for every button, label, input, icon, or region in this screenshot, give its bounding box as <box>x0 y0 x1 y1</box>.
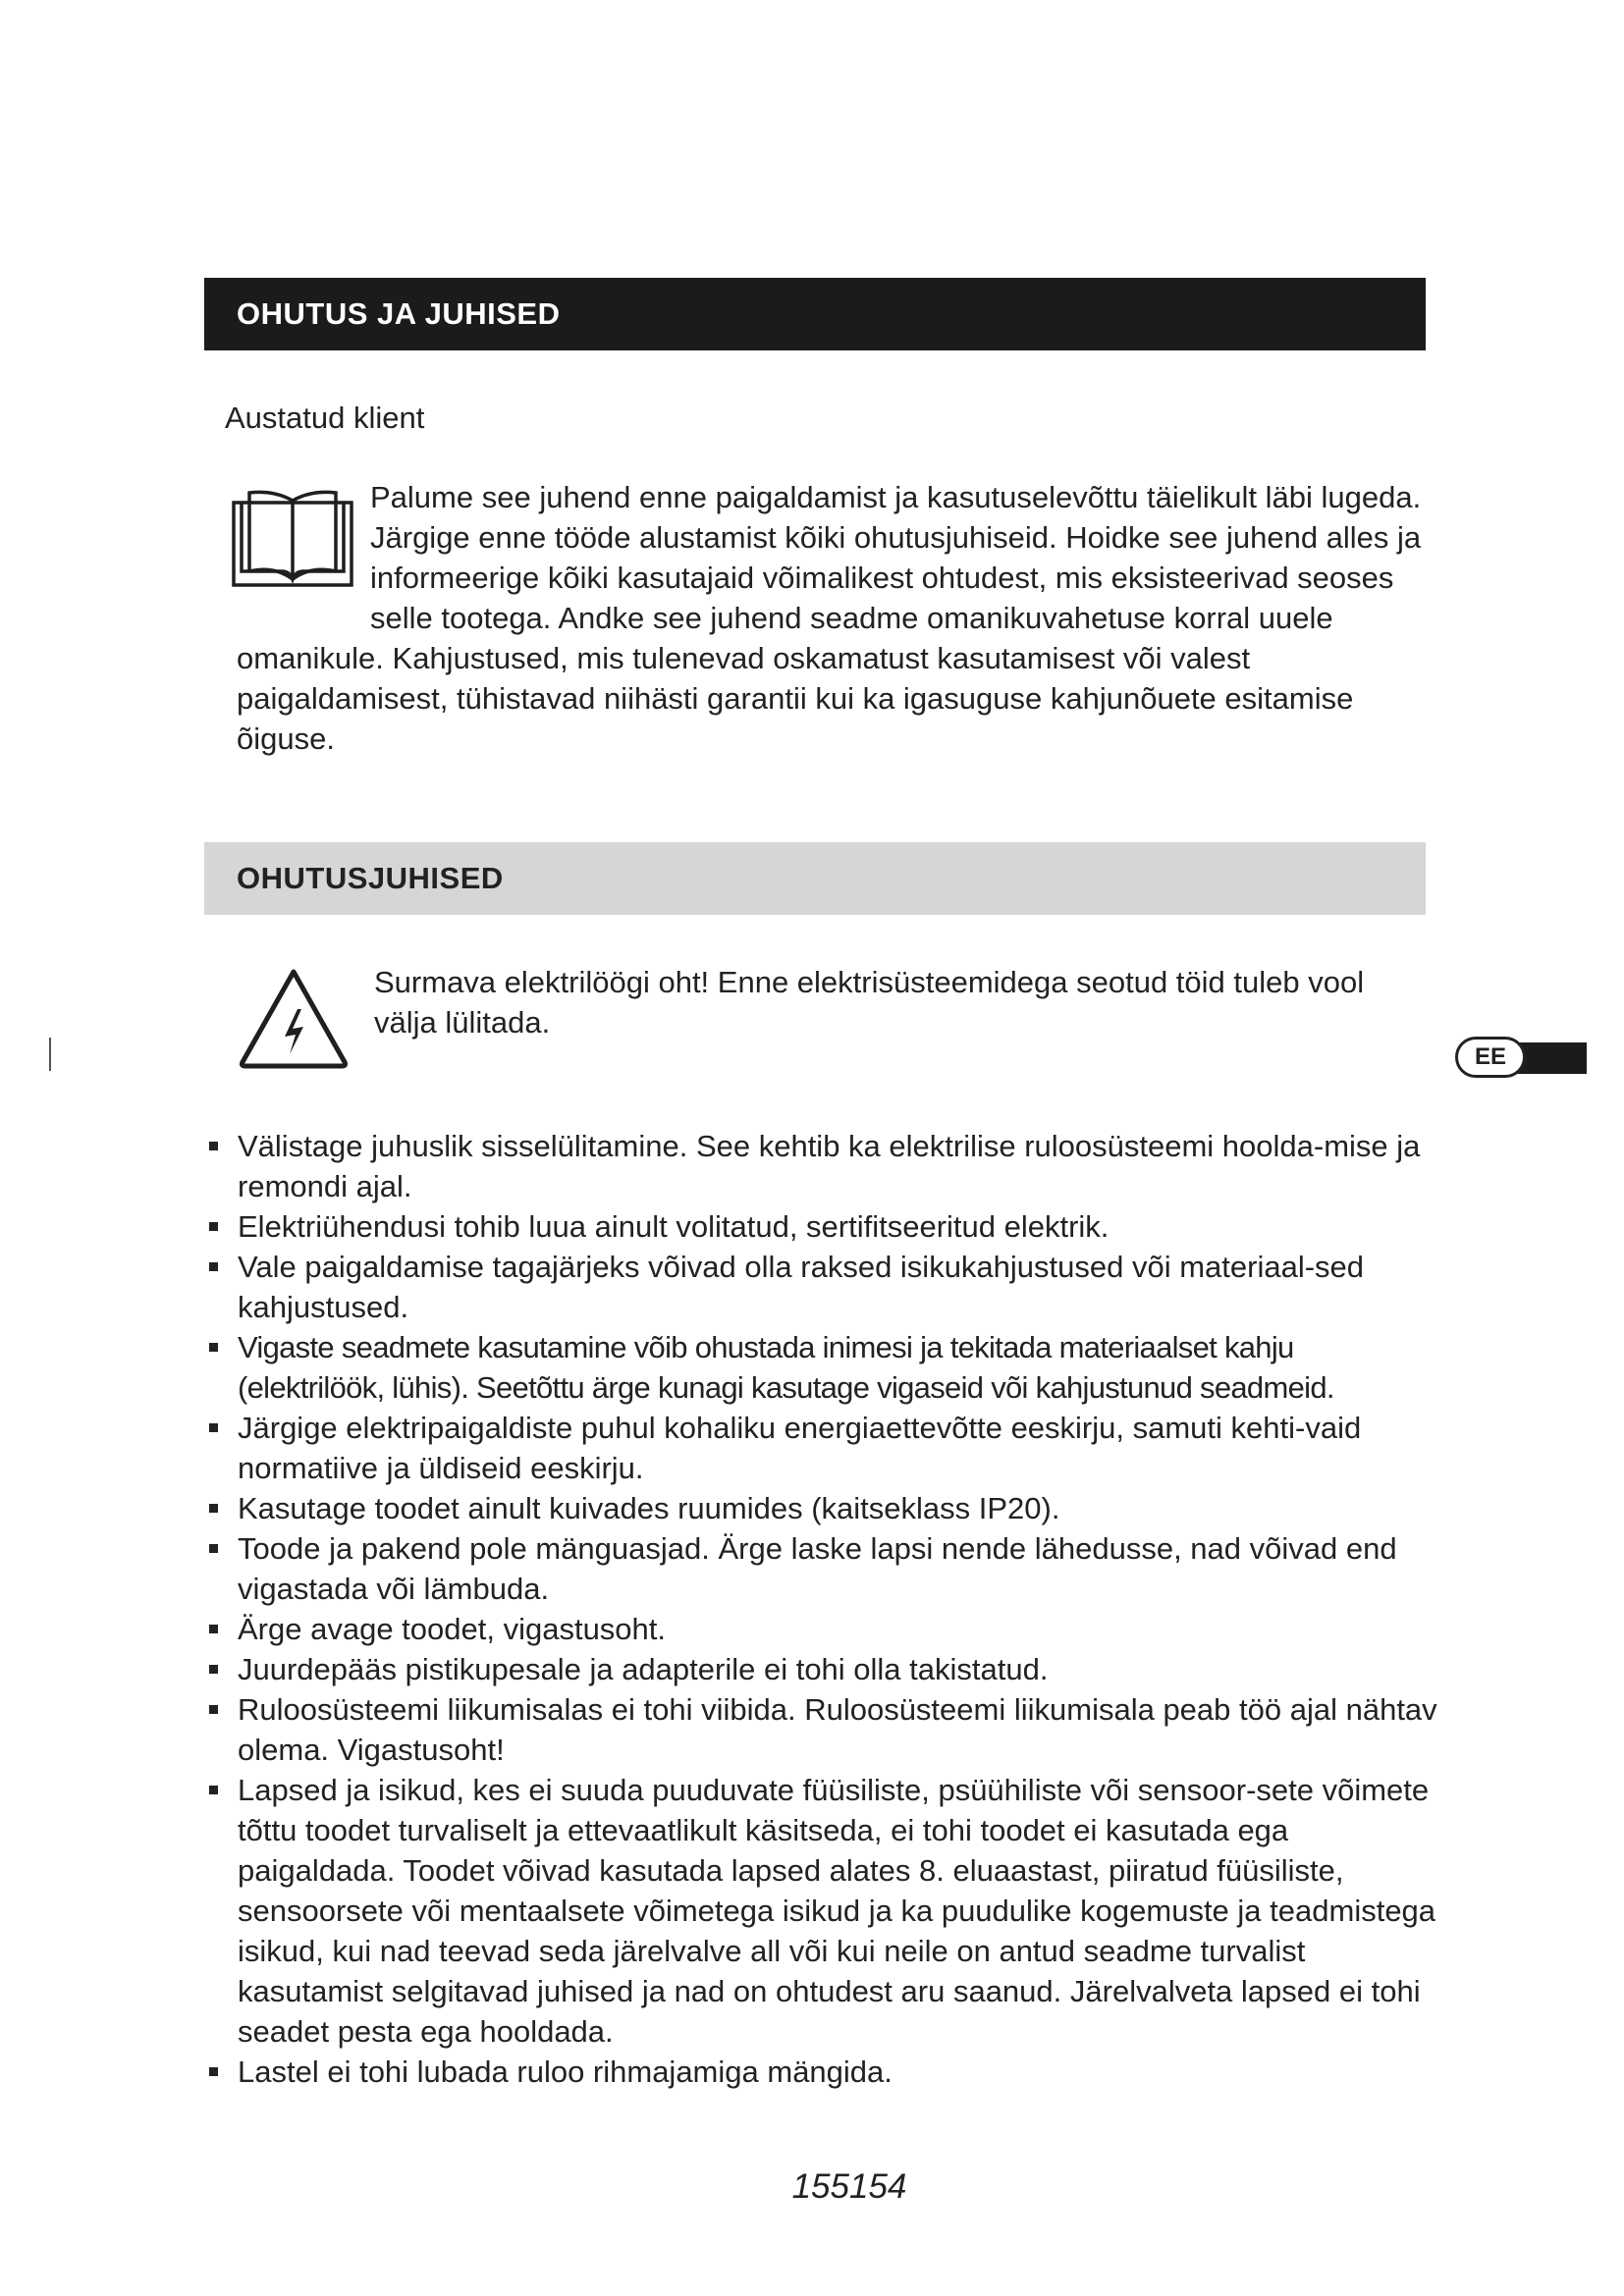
intro-paragraph <box>237 477 1430 759</box>
list-item: Toode ja pakend pole mänguasjad. Ärge laske lapsi nende lähedusse, nad võivad end vigastada või lämbuda. <box>206 1528 1443 1609</box>
language-code: EE <box>1455 1037 1526 1078</box>
list-item: Järgige elektripaigaldiste puhul kohaliku energiaettevõtte eeskirju, samuti kehti-vaid normatiive ja üldiseid eeskirju. <box>206 1408 1443 1488</box>
list-item: Vale paigaldamise tagajärjeks võivad olla raksed isikukahjustused või materiaal-sed kahjustused. <box>206 1247 1443 1327</box>
list-item: Elektriühendusi tohib luua ainult volitatud, sertifitseeritud elektrik. <box>206 1206 1443 1247</box>
list-item: Vigaste seadmete kasutamine võib ohustada inimesi ja tekitada materiaalset kahju (elektrilöök, lühis). Seetõttu ärge kunagi kasutage vigaseid või kahjustunud seadmeid. <box>206 1327 1443 1408</box>
intro-text: Palume see juhend enne paigaldamist ja kasutuselevõttu täielikult läbi lugeda. Järgige enne tööde alustamist kõiki ohutusjuhiseid. Hoidke see juhend alles ja informeerige kõiki kasutajaid võimalikest ohtudest, mis eksisteerivad seoses selle tootega. Andke see juhend seadme omanikuvahetuse korral uuele omanikule. Kahjustused, mis tulenevad oskamatust kasutamisest või valest paigaldamisest, tühistavad niihästi garantii kui ka igasuguse kahjunõuete esitamise õiguse. <box>237 480 1422 756</box>
section-header-safety-instructions <box>204 278 1426 350</box>
electric-warning <box>237 962 1430 1070</box>
section-title: OHUTUSJUHISED <box>237 861 504 895</box>
list-item: Kasutage toodet ainult kuivades ruumides (kaitseklass IP20). <box>206 1488 1443 1528</box>
list-item: Ruloosüsteemi liikumisalas ei tohi viibida. Ruloosüsteemi liikumisala peab töö ajal nähtav olema. Vigastusoht! <box>206 1689 1443 1770</box>
greeting: Austatud klient <box>225 400 425 435</box>
page-number: 155154 <box>791 2167 907 2206</box>
language-badge <box>1455 1037 1587 1080</box>
list-item: Välistage juhuslik sisselülitamine. See kehtib ka elektrilise ruloosüsteemi hoolda-mise ja remondi ajal. <box>206 1126 1443 1206</box>
section-header-safety-notes <box>204 842 1426 915</box>
list-item: Lapsed ja isikud, kes ei suuda puuduvate füüsiliste, psüühiliste või sensoor-sete võimete tõttu toodet turvaliselt ja ettevaatlikult käsitseda, ei tohi toodet ei kasutada ega paigaldada. Toodet võivad kasutada lapsed alates 8. eluaastast, piiratud füüsiliste, sensoorsete või mentaalsete võimetega isikud ja ka puudulike kogemuste ja teadmistega isikud, kui nad teevad seda järelvalve all või kui neile on antud seadme turvalist kasutamist selgitavad juhised ja nad on ohtudest aru saanud. Järelvalveta lapsed ei tohi seadet pesta ega hooldada. <box>206 1770 1443 2052</box>
margin-mark <box>49 1038 51 1071</box>
safety-list <box>206 1126 1443 2092</box>
list-item: Ärge avage toodet, vigastusoht. <box>206 1609 1443 1649</box>
list-item: Juurdepääs pistikupesale ja adapterile ei tohi olla takistatud. <box>206 1649 1443 1689</box>
warning-text: Surmava elektrilöögi oht! Enne elektrisüsteemidega seotud töid tuleb vool välja lülitada. <box>374 965 1365 1040</box>
book-icon <box>231 487 354 593</box>
section-title: OHUTUS JA JUHISED <box>237 296 561 331</box>
list-item: Lastel ei tohi lubada ruloo rihmajamiga mängida. <box>206 2052 1443 2092</box>
electric-warning-icon <box>237 966 351 1070</box>
